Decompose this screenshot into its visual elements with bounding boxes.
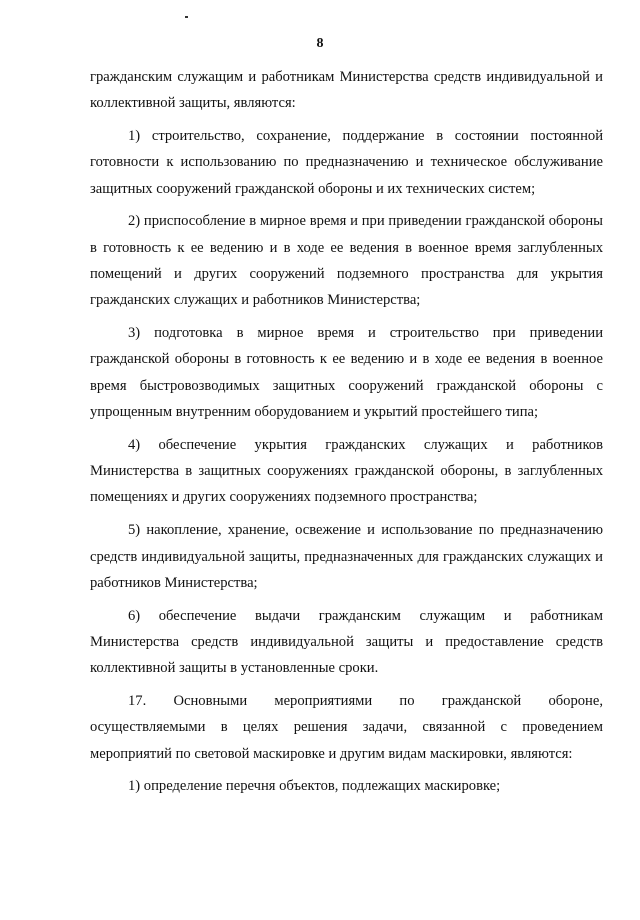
page-number: 8: [316, 36, 324, 51]
paragraph-item-3: 3) подготовка в мирное время и строительство при приведении гражданской обороны в готовность к ее ведению и в ходе ее ведения в военное время быстровозводимых защитных сооружений гражданской обороны с упрощенным внутренним оборудованием и укрытий простейшего типа;: [90, 325, 603, 421]
paragraph-item-5: 5) накопление, хранение, освежение и использование по предназначению средств индивидуальной защиты, предназначенных для гражданских служащих и работников Министерства;: [90, 522, 603, 591]
paragraph-section-17: 17. Основными мероприятиями по гражданской обороне, осуществляемыми в целях решения задачи, связанной с проведением мероприятий по световой маскировке и другим видам маскировки, являются:: [90, 693, 603, 762]
paragraph-item-6: 6) обеспечение выдачи гражданским служащим и работникам Министерства средств индивидуальной защиты и предоставление средств коллективной защиты в установленные сроки.: [90, 607, 603, 677]
paragraph-item-2: 2) приспособление в мирное время и при приведении гражданской обороны в готовность к ее ведению и в ходе ее ведения в военное время заглубленных помещений и других сооружений подземного пространства для укрытия гражданских служащих и работников Министерства;: [90, 213, 603, 309]
document-body: [90, 64, 603, 806]
paragraph-item-4: 4) обеспечение укрытия гражданских служащих и работников Министерства в защитных сооружениях гражданской обороны, в заглубленных помещениях и других сооружениях подземного пространства;: [90, 436, 603, 506]
paragraph-item-1: 1) строительство, сохранение, поддержание в состоянии постоянной готовности к использованию по предназначению и техническое обслуживание защитных сооружений гражданской обороны и их технических систем;: [90, 128, 603, 197]
paragraph-section-17-item-1: 1) определение перечня объектов, подлежащих маскировке;: [128, 778, 501, 795]
scan-mark: [185, 16, 188, 18]
paragraph-continuation: гражданским служащим и работникам Министерства средств индивидуальной и коллективной защиты, являются:: [90, 69, 603, 112]
